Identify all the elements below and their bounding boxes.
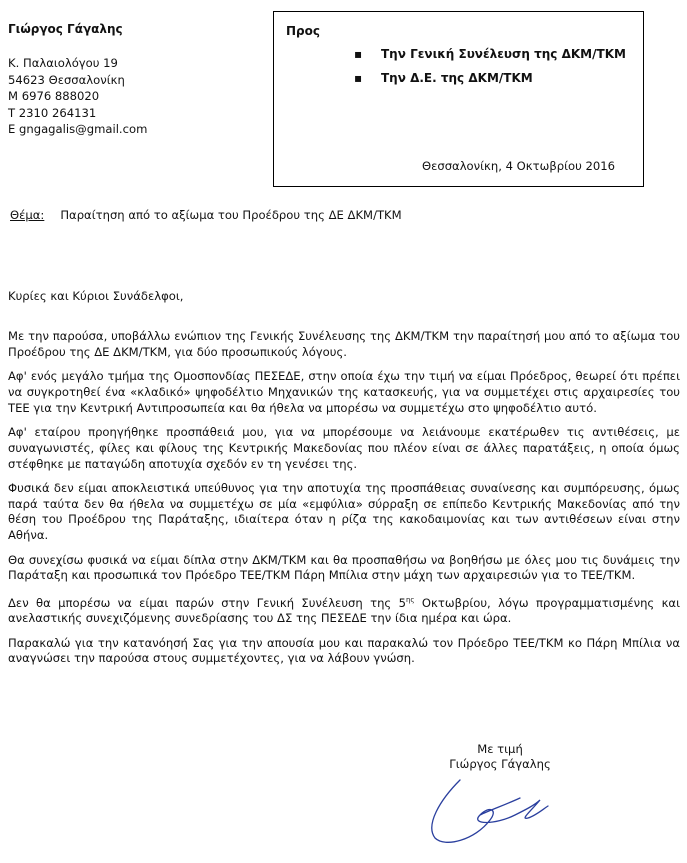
handwritten-signature xyxy=(420,770,560,850)
closing-name: Γιώργος Γάγαλης xyxy=(449,757,551,771)
recipients-label: Προς xyxy=(286,24,320,38)
sender-city: 54623 Θεσσαλονίκη xyxy=(8,72,125,87)
letter-body xyxy=(8,329,680,676)
closing-salutation: Με τιμή xyxy=(477,742,523,756)
subject-label: Θέμα: xyxy=(10,208,45,222)
paragraph: Αφ' εταίρου προηγήθηκε προσπάθειά μου, για να μπορέσουμε να λειάνουμε εκατέρωθεν τις αντιθέσεις, με συναγωνιστές, φίλες και φίλους της Κεντρικής Μακεδονίας που πλέον είναι σε άλλες παρατάξεις, η οποία όμως στέφθηκε με παταγώδη αποτυχία σχεδόν εν τη γενέσει της. xyxy=(8,424,680,471)
sender-street: Κ. Παλαιολόγου 19 xyxy=(8,56,118,70)
recipients-list xyxy=(354,42,626,90)
paragraph: Παρακαλώ για την κατανόησή Σας για την απουσία μου και παρακαλώ τον Πρόεδρο ΤΕΕ/ΤΚΜ κο Πάρη Μπίλια να αναγνώσει την παρούσα στους συμμετέχοντες, για να λάβουν γνώση. xyxy=(8,635,680,666)
recipient-item: ▪ Την Γενική Συνέλευση της ΔΚΜ/ΤΚΜ xyxy=(354,42,626,66)
recipient-item: ▪ Την Δ.Ε. της ΔΚΜ/ΤΚΜ xyxy=(354,66,626,90)
closing xyxy=(435,742,565,772)
paragraph: Δεν θα μπορέσω να είμαι παρών στην Γενική Συνέλευση της $5^{\eta\varsigma}$ Οκτωβρίου, λόγω προγραμματισμένης και ανελαστικής συνεχιζόμενης συνεδρίασης του ΔΣ της ΠΕΣΕΔΕ την ίδια ημέρα και ώρα. xyxy=(8,595,680,626)
sender-mobile: Μ 6976 888020 xyxy=(8,89,100,103)
sender-name: Γιώργος Γάγαλης xyxy=(8,22,123,36)
sender-email: E gngagalis@gmail.com xyxy=(8,122,148,136)
greeting: Κυρίες και Κύριοι Συνάδελφοι, xyxy=(8,289,184,303)
sender-address xyxy=(8,55,147,138)
letter-date: Θεσσαλονίκη, 4 Οκτωβρίου 2016 xyxy=(421,159,615,173)
subject-text: Παραίτηση από το αξίωμα του Προέδρου της ΔΕ ΔΚΜ/ΤΚΜ xyxy=(60,208,402,222)
paragraph: Φυσικά δεν είμαι αποκλειστικά υπεύθυνος για την αποτυχία της προσπάθειας συναίνεσης και συμπόρευσης, όμως παρά ταύτα δεν θα ήθελα να συμμετέχω σε μία «εμφύλια» σύρραξη σε επίπεδο Κεντρικής Μακεδονίας από την θέση του Προέδρου της Παράταξης, ιδιαίτερα όταν η ρίζα της κακοδαιμονίας και των αντιθέσεων είναι στην Αθήνα. xyxy=(8,480,680,543)
paragraph: Με την παρούσα, υποβάλλω ενώπιον της Γενικής Συνέλευσης της ΔΚΜ/ΤΚΜ την παραίτησή μου από το αξίωμα του Προέδρου της ΔΕ ΔΚΜ/ΤΚΜ, για δύο προσωπικούς λόγους. xyxy=(8,329,680,359)
bullet-icon: ▪ xyxy=(354,47,363,61)
sender-phone: Τ 2310 264131 xyxy=(8,105,97,120)
subject-line xyxy=(10,208,402,222)
bullet-icon: ▪ xyxy=(354,71,363,85)
paragraph: Αφ' ενός μεγάλο τμήμα της Ομοσπονδίας ΠΕΣΕΔΕ, στην οποία έχω την τιμή να είμαι Πρόεδρος, θεωρεί ότι πρέπει να συγκροτηθεί ένα «κλαδικό» ψηφοδέλτιο Μηχανικών της κατασκευής, για να συμμετέχει στις αρχαιρεσίες του ΤΕΕ για την Κεντρική Αντιπροσωπεία και θα ήθελα να μπορέσω να συμμετέχω στο ψηφοδέλτιο αυτό. xyxy=(8,369,680,415)
paragraph: Θα συνεχίσω φυσικά να είμαι δίπλα στην ΔΚΜ/ΤΚΜ και θα προσπαθήσω να βοηθήσω με όλες μου τις δυνάμεις την Παράταξη και προσωπικά τον Πρόεδρο ΤΕΕ/ΤΚΜ Πάρη Μπίλια στην μάχη των αρχαιρεσιών για το ΤΕΕ/ΤΚΜ. xyxy=(8,552,680,583)
